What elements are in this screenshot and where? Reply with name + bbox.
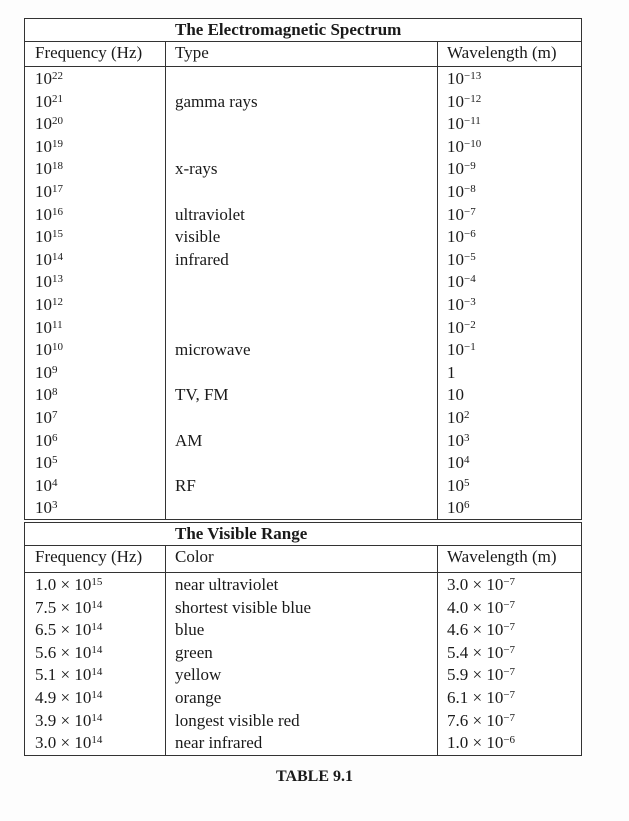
wavelength-cell-exponent: −6 <box>464 228 476 241</box>
frequency-cell-exponent: 8 <box>52 386 58 399</box>
table-row <box>25 362 581 385</box>
spectrum-header-frequency: Frequency (Hz) <box>35 43 143 62</box>
frequency-cell-base: 10 <box>35 114 52 134</box>
frequency-cell <box>35 271 63 293</box>
frequency-cell-exponent: 9 <box>52 363 58 376</box>
wavelength-cell-base: 10 <box>447 204 464 224</box>
frequency-cell <box>35 687 102 709</box>
frequency-cell <box>35 339 63 361</box>
type-cell: orange <box>175 688 222 707</box>
wavelength-cell-exponent: −3 <box>464 296 476 308</box>
table-row <box>25 452 581 475</box>
frequency-cell-exponent: 12 <box>52 296 63 308</box>
frequency-cell-base: 10 <box>35 498 52 518</box>
wavelength-cell-exponent: −7 <box>503 666 516 679</box>
frequency-cell-base: 10 <box>35 295 52 314</box>
frequency-cell <box>35 91 63 113</box>
frequency-cell-exponent: 13 <box>52 273 63 286</box>
table-row <box>25 710 581 733</box>
wavelength-cell-exponent: −7 <box>503 689 516 701</box>
type-cell: ultraviolet <box>175 204 245 224</box>
wavelength-cell-exponent: −8 <box>464 183 476 195</box>
wavelength-cell <box>447 362 456 384</box>
wavelength-cell-exponent: −10 <box>464 137 482 150</box>
frequency-cell-base: 5.1 × 10 <box>35 665 92 685</box>
frequency-cell <box>35 430 58 452</box>
wavelength-cell-base: 5.4 × 10 <box>447 642 504 662</box>
wavelength-cell-exponent: −7 <box>503 711 516 724</box>
wavelength-cell-base: 10 <box>447 498 464 518</box>
wavelength-cell <box>447 497 470 519</box>
frequency-cell-base: 3.9 × 10 <box>35 710 92 730</box>
table-row <box>25 271 581 294</box>
frequency-cell <box>35 113 63 135</box>
frequency-cell <box>35 294 63 316</box>
wavelength-cell <box>447 317 476 339</box>
frequency-cell <box>35 710 102 732</box>
wavelength-cell-exponent: 5 <box>464 476 470 489</box>
frequency-cell-exponent: 7 <box>52 409 58 421</box>
wavelength-cell-exponent: −7 <box>503 643 516 656</box>
wavelength-cell <box>447 619 515 641</box>
wavelength-cell-base: 10 <box>447 272 464 292</box>
frequency-cell-base: 10 <box>35 453 52 473</box>
table-row <box>25 475 581 498</box>
frequency-cell <box>35 226 63 248</box>
wavelength-cell-exponent: −12 <box>464 92 482 105</box>
wavelength-cell <box>447 294 476 316</box>
visible-header-wavelength: Wavelength (m) <box>447 547 557 566</box>
frequency-cell-base: 10 <box>35 385 52 405</box>
wavelength-cell <box>447 710 515 732</box>
frequency-cell-exponent: 14 <box>91 598 103 611</box>
wavelength-cell <box>447 642 515 664</box>
frequency-cell-base: 5.6 × 10 <box>35 642 92 662</box>
table-row <box>25 339 581 362</box>
frequency-cell-exponent: 11 <box>52 318 63 331</box>
table-row <box>25 574 581 597</box>
frequency-cell-exponent: 6 <box>52 431 58 444</box>
type-cell: AM <box>175 430 203 450</box>
spectrum-table <box>24 18 582 520</box>
type-cell: yellow <box>175 665 222 685</box>
wavelength-cell <box>447 475 470 497</box>
visible-table <box>24 522 582 756</box>
spectrum-title: The Electromagnetic Spectrum <box>175 20 402 39</box>
frequency-cell-exponent: 15 <box>91 576 103 588</box>
wavelength-cell-base: 10 <box>447 430 464 450</box>
table-row <box>25 732 581 755</box>
frequency-cell <box>35 407 58 429</box>
type-cell: blue <box>175 620 205 640</box>
wavelength-cell-base: 10 <box>447 227 464 247</box>
wavelength-cell-base: 10 <box>447 249 464 269</box>
frequency-cell-base: 10 <box>35 69 52 88</box>
table-row <box>25 91 581 114</box>
frequency-cell-base: 10 <box>35 317 52 337</box>
frequency-cell-exponent: 14 <box>91 643 103 656</box>
frequency-cell-base: 6.5 × 10 <box>35 620 92 640</box>
type-cell: x-rays <box>175 159 218 179</box>
wavelength-cell <box>447 407 470 429</box>
frequency-cell-exponent: 22 <box>52 70 63 82</box>
wavelength-cell <box>447 687 515 709</box>
wavelength-cell <box>447 158 476 180</box>
visible-header-color: Color <box>175 547 214 566</box>
wavelength-cell <box>447 384 464 406</box>
frequency-cell-base: 10 <box>35 182 52 201</box>
wavelength-cell-exponent: 6 <box>464 499 470 512</box>
table-row <box>25 384 581 407</box>
wavelength-cell-base: 1 <box>447 362 456 382</box>
frequency-cell-exponent: 10 <box>52 341 63 354</box>
wavelength-cell-exponent: −7 <box>503 621 516 634</box>
frequency-cell-exponent: 18 <box>52 160 63 173</box>
wavelength-cell-exponent: −4 <box>464 273 476 286</box>
frequency-cell <box>35 68 63 90</box>
frequency-cell <box>35 204 63 226</box>
type-cell: shortest visible blue <box>175 597 311 617</box>
table-row <box>25 204 581 227</box>
frequency-cell <box>35 664 102 686</box>
frequency-cell <box>35 619 102 641</box>
table-row <box>25 68 581 91</box>
frequency-cell-exponent: 14 <box>91 734 103 747</box>
frequency-cell-exponent: 4 <box>52 476 58 489</box>
frequency-cell <box>35 384 58 406</box>
frequency-cell <box>35 362 58 384</box>
table-row <box>25 597 581 620</box>
table-row <box>25 664 581 687</box>
wavelength-cell-exponent: −1 <box>464 341 476 354</box>
wavelength-cell-exponent: 2 <box>464 409 470 421</box>
visible-header-row <box>25 545 581 573</box>
frequency-cell <box>35 574 102 596</box>
table-row <box>25 407 581 430</box>
wavelength-cell-base: 5.9 × 10 <box>447 665 504 685</box>
table-row <box>25 181 581 204</box>
frequency-cell-exponent: 14 <box>91 711 103 724</box>
wavelength-cell-exponent: −6 <box>503 734 516 747</box>
frequency-cell-base: 10 <box>35 159 52 179</box>
table-row <box>25 317 581 340</box>
wavelength-cell-exponent: −13 <box>464 70 482 82</box>
wavelength-cell-exponent: −9 <box>464 160 476 173</box>
frequency-cell-exponent: 14 <box>91 666 103 679</box>
type-cell: visible <box>175 227 221 247</box>
table-row <box>25 497 581 520</box>
frequency-cell-base: 10 <box>35 340 52 360</box>
frequency-cell <box>35 317 63 339</box>
wavelength-cell <box>447 732 515 754</box>
frequency-cell <box>35 497 58 519</box>
wavelength-cell-base: 10 <box>447 453 464 473</box>
wavelength-cell-base: 7.6 × 10 <box>447 710 504 730</box>
wavelength-cell <box>447 226 476 248</box>
frequency-cell-base: 10 <box>35 362 52 382</box>
wavelength-cell-exponent: −5 <box>464 250 476 263</box>
type-cell: near ultraviolet <box>175 575 279 594</box>
wavelength-cell-base: 4.0 × 10 <box>447 597 504 617</box>
frequency-cell-base: 10 <box>35 430 52 450</box>
type-cell: near infrared <box>175 733 263 753</box>
wavelength-cell <box>447 68 481 90</box>
wavelength-cell-base: 10 <box>447 385 464 405</box>
frequency-cell-base: 1.0 × 10 <box>35 575 92 594</box>
wavelength-cell-base: 10 <box>447 69 464 88</box>
table-row <box>25 226 581 249</box>
frequency-cell <box>35 597 102 619</box>
table-row <box>25 642 581 665</box>
frequency-cell-exponent: 15 <box>52 228 63 241</box>
wavelength-cell-exponent: −2 <box>464 318 476 331</box>
frequency-cell-exponent: 21 <box>52 92 63 105</box>
table-row <box>25 249 581 272</box>
frequency-cell-exponent: 19 <box>52 137 63 150</box>
wavelength-cell-base: 10 <box>447 114 464 134</box>
wavelength-cell-base: 10 <box>447 136 464 156</box>
frequency-cell-base: 10 <box>35 272 52 292</box>
wavelength-cell <box>447 91 481 113</box>
frequency-cell-exponent: 17 <box>52 183 63 195</box>
frequency-cell-base: 10 <box>35 249 52 269</box>
frequency-cell-exponent: 14 <box>91 689 103 701</box>
table-row <box>25 687 581 710</box>
table-caption: TABLE 9.1 <box>275 768 354 785</box>
wavelength-cell-base: 3.0 × 10 <box>447 575 504 594</box>
wavelength-cell <box>447 249 476 271</box>
type-cell: TV, FM <box>175 385 229 405</box>
wavelength-cell-base: 10 <box>447 475 464 495</box>
frequency-cell <box>35 642 102 664</box>
frequency-cell <box>35 158 63 180</box>
wavelength-cell <box>447 574 515 596</box>
type-cell: longest visible red <box>175 710 300 730</box>
wavelength-cell <box>447 430 470 452</box>
spectrum-header-row <box>25 41 581 67</box>
visible-header-frequency: Frequency (Hz) <box>35 547 143 566</box>
wavelength-cell-exponent: −7 <box>464 205 476 218</box>
frequency-cell-base: 10 <box>35 136 52 156</box>
frequency-cell-base: 10 <box>35 408 52 427</box>
wavelength-cell-base: 10 <box>447 340 464 360</box>
wavelength-cell <box>447 664 515 686</box>
frequency-cell <box>35 732 102 754</box>
wavelength-cell-exponent: 3 <box>464 431 470 444</box>
frequency-cell-exponent: 20 <box>52 115 63 128</box>
frequency-cell <box>35 452 58 474</box>
wavelength-cell-base: 10 <box>447 159 464 179</box>
wavelength-cell-base: 10 <box>447 317 464 337</box>
wavelength-cell <box>447 136 481 158</box>
frequency-cell <box>35 475 58 497</box>
frequency-cell-base: 10 <box>35 475 52 495</box>
wavelength-cell-base: 10 <box>447 408 464 427</box>
wavelength-cell <box>447 113 481 135</box>
wavelength-cell <box>447 452 470 474</box>
table-row <box>25 619 581 642</box>
table-row <box>25 136 581 159</box>
wavelength-cell-base: 10 <box>447 182 464 201</box>
wavelength-cell-base: 6.1 × 10 <box>447 688 504 707</box>
frequency-cell-exponent: 16 <box>52 205 63 218</box>
table-row <box>25 430 581 453</box>
frequency-cell-base: 3.0 × 10 <box>35 733 92 753</box>
wavelength-cell <box>447 339 476 361</box>
wavelength-cell-base: 10 <box>447 91 464 111</box>
frequency-cell <box>35 136 63 158</box>
frequency-cell-base: 4.9 × 10 <box>35 688 92 707</box>
type-cell: gamma rays <box>175 91 258 111</box>
spectrum-header-wavelength: Wavelength (m) <box>447 43 557 62</box>
frequency-cell-exponent: 14 <box>52 250 63 263</box>
frequency-cell-base: 10 <box>35 204 52 224</box>
wavelength-cell <box>447 204 476 226</box>
frequency-cell-exponent: 3 <box>52 499 58 512</box>
wavelength-cell-exponent: −7 <box>503 576 516 588</box>
table-row <box>25 294 581 317</box>
type-cell: microwave <box>175 340 251 360</box>
table-row <box>25 113 581 136</box>
wavelength-cell <box>447 181 476 203</box>
type-cell: infrared <box>175 249 229 269</box>
visible-title: The Visible Range <box>175 524 308 543</box>
frequency-cell-base: 10 <box>35 227 52 247</box>
type-cell: green <box>175 642 213 662</box>
wavelength-cell <box>447 271 476 293</box>
wavelength-cell-base: 4.6 × 10 <box>447 620 504 640</box>
frequency-cell-base: 10 <box>35 91 52 111</box>
spectrum-header-type: Type <box>175 43 209 62</box>
wavelength-cell-exponent: 4 <box>464 454 470 467</box>
wavelength-cell-base: 1.0 × 10 <box>447 733 504 753</box>
wavelength-cell-exponent: −11 <box>464 115 481 128</box>
wavelength-cell-base: 10 <box>447 295 464 314</box>
frequency-cell <box>35 249 63 271</box>
type-cell: RF <box>175 475 196 495</box>
table-row <box>25 158 581 181</box>
frequency-cell-exponent: 14 <box>91 621 103 634</box>
wavelength-cell <box>447 597 515 619</box>
wavelength-cell-exponent: −7 <box>503 598 516 611</box>
frequency-cell <box>35 181 63 203</box>
frequency-cell-base: 7.5 × 10 <box>35 597 92 617</box>
frequency-cell-exponent: 5 <box>52 454 58 467</box>
